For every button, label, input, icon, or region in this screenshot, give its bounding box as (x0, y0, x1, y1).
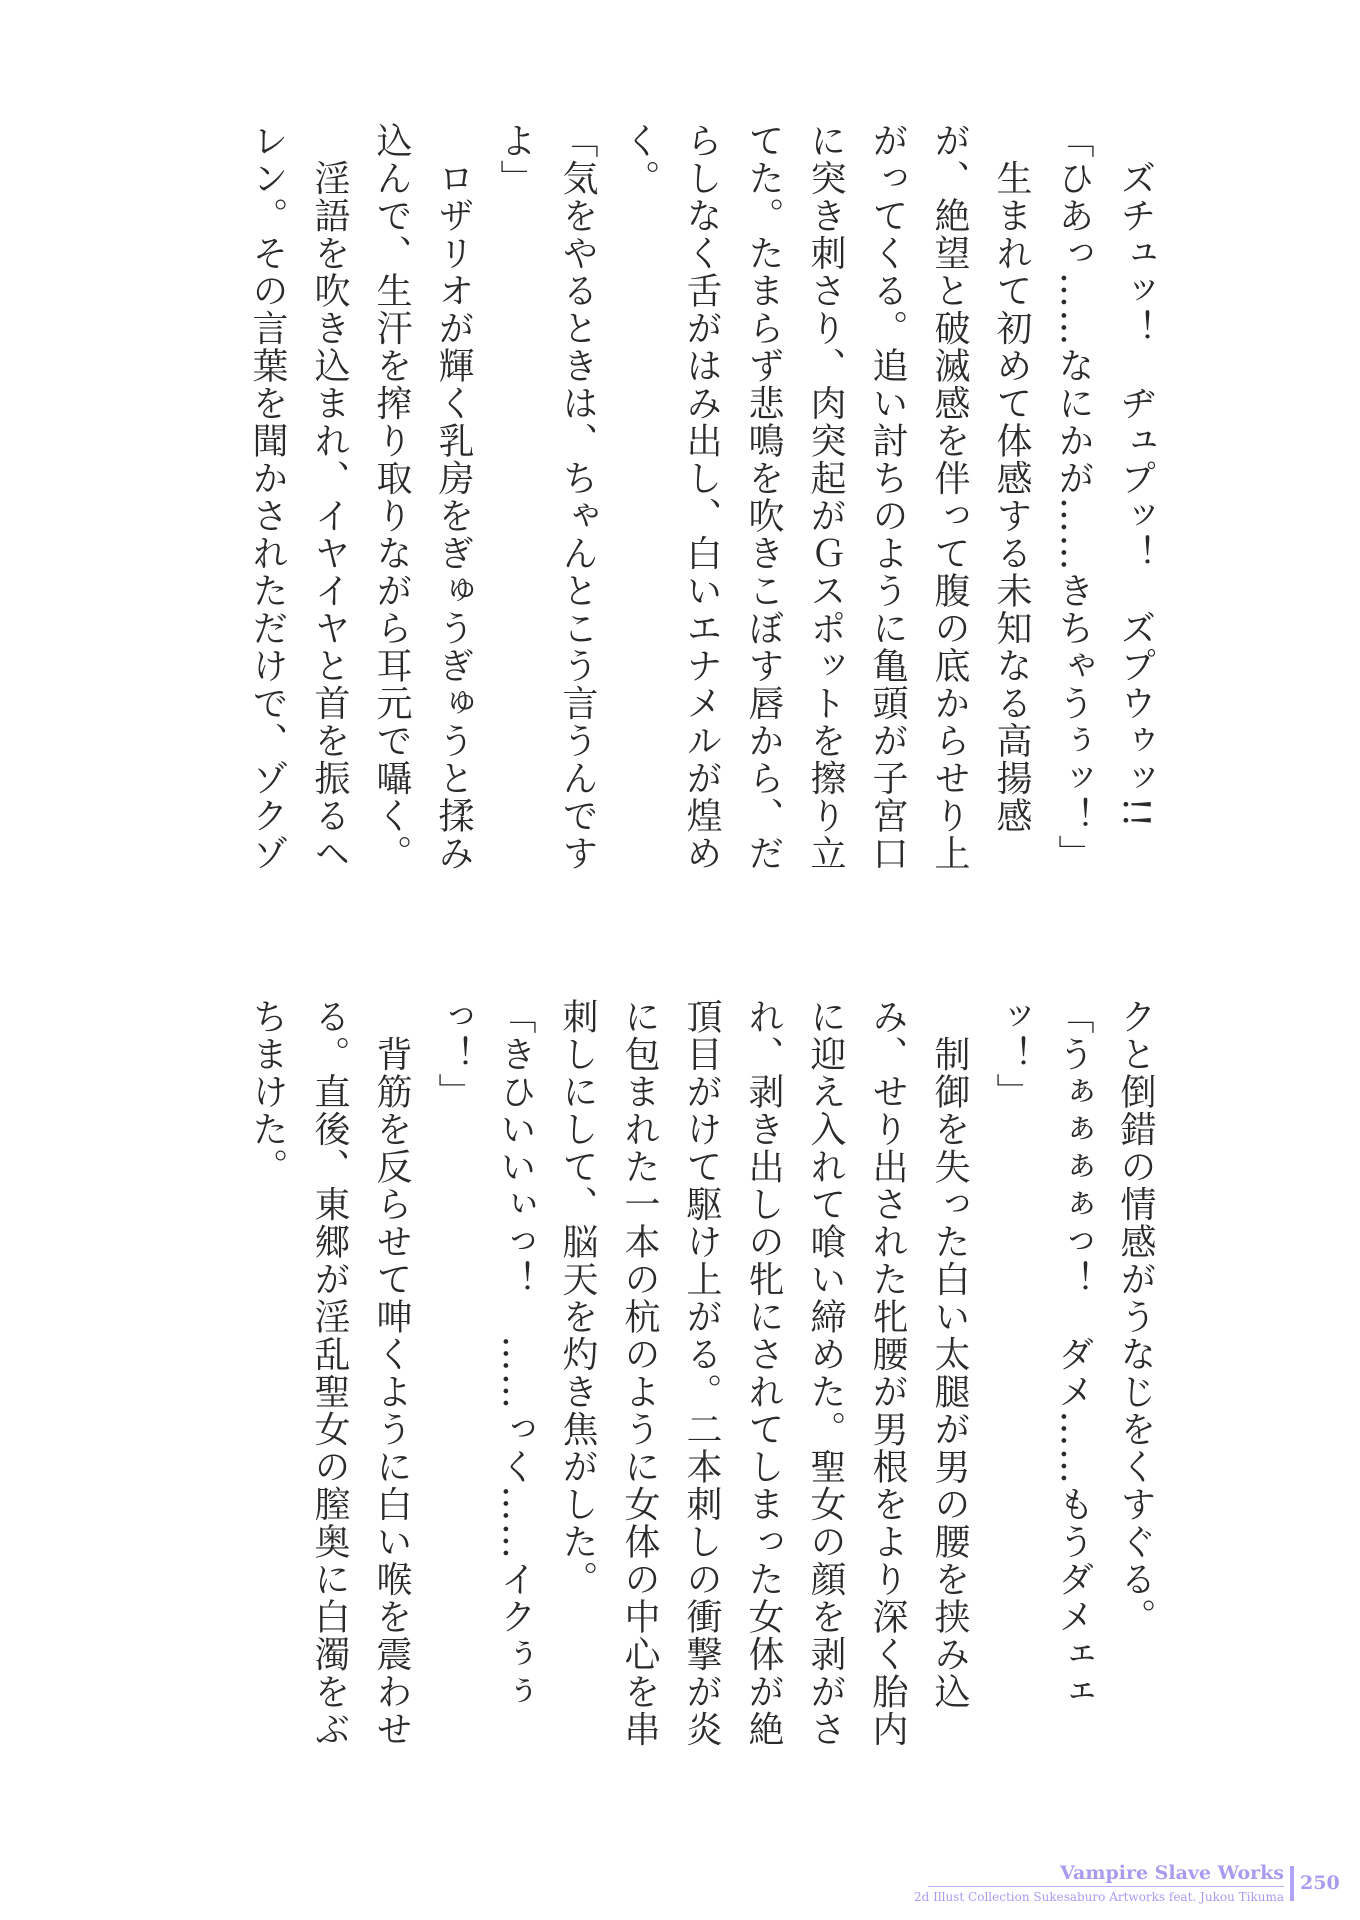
footer-divider (928, 1886, 1284, 1887)
text-column: 「うぁぁぁぁっ！ ダメ……もうダメェェ (1053, 998, 1094, 1711)
text-column: ッ！」 (991, 998, 1032, 1111)
text-column: 込んで、生汗を搾り取りながら耳元で囁く。 (371, 122, 412, 872)
text-column: 生まれて初めて体感する未知なる高揚感 (991, 122, 1032, 835)
footer-title: Vampire Slave Works (1060, 1862, 1284, 1884)
text-column: 淫語を吹き込まれ、イヤイヤと首を振るヘ (309, 122, 350, 872)
text-column: る。直後、東郷が淫乱聖女の膣奥に白濁をぶ (309, 998, 350, 1748)
text-column: てた。たまらず悲鳴を吹きこぼす唇から、だ (743, 122, 784, 872)
text-column: 制御を失った白い太腿が男の腰を挟み込 (929, 998, 970, 1711)
footer-bar (1290, 1866, 1294, 1901)
text-column: 刺しにして、脳天を灼き焦がした。 (557, 998, 598, 1598)
text-column: が、絶望と破滅感を伴って腹の底からせり上 (929, 122, 970, 872)
text-column: 背筋を反らせて呻くように白い喉を震わせ (371, 998, 412, 1748)
text-column: に迎え入れて喰い締めた。聖女の顔を剥がさ (805, 998, 846, 1748)
text-column: っ！」 (433, 998, 474, 1111)
text-column: レン。その言葉を聞かされただけで、ゾクゾ (247, 122, 288, 872)
text-column: 「きひいいぃっ！ ……っく……イクぅぅ (495, 998, 536, 1711)
text-column: らしなく舌がはみ出し、白いエナメルが煌め (681, 122, 722, 872)
text-column: く。 (619, 122, 660, 197)
text-column: 「ひあっ……なにかが……きちゃうぅッ！」 (1053, 122, 1094, 872)
text-column: 「気をやるときは、ちゃんとこう言うんです (557, 122, 598, 872)
page-number: 250 (1300, 1872, 1340, 1894)
page-footer (913, 1862, 1360, 1912)
text-column: ちまけた。 (247, 998, 288, 1186)
text-block-upper (236, 122, 1166, 922)
text-block-lower (236, 998, 1166, 1798)
text-column: クと倒錯の情感がうなじをくすぐる。 (1115, 998, 1156, 1636)
text-column: に突き刺さり、肉突起がＧスポットを擦り立 (805, 122, 846, 872)
text-column: よ」 (495, 122, 536, 197)
text-column: に包まれた一本の杭のように女体の中心を串 (619, 998, 660, 1748)
text-column: れ、剥き出しの牝にされてしまった女体が絶 (743, 998, 784, 1748)
footer-subtitle: 2d Illust Collection Sukesaburo Artworks feat. Jukou Tikuma (913, 1890, 1284, 1904)
text-column: 頂目がけて駆け上がる。二本刺しの衝撃が炎 (681, 998, 722, 1748)
text-column: ロザリオが輝く乳房をぎゅうぎゅうと揉み (433, 122, 474, 872)
text-column: がってくる。追い討ちのように亀頭が子宮口 (867, 122, 908, 872)
text-column: み、せり出された牝腰が男根をより深く胎内 (867, 998, 908, 1748)
text-column: ズチュッ！ ヂュプッ！ ズプウゥッ!! (1115, 122, 1156, 829)
